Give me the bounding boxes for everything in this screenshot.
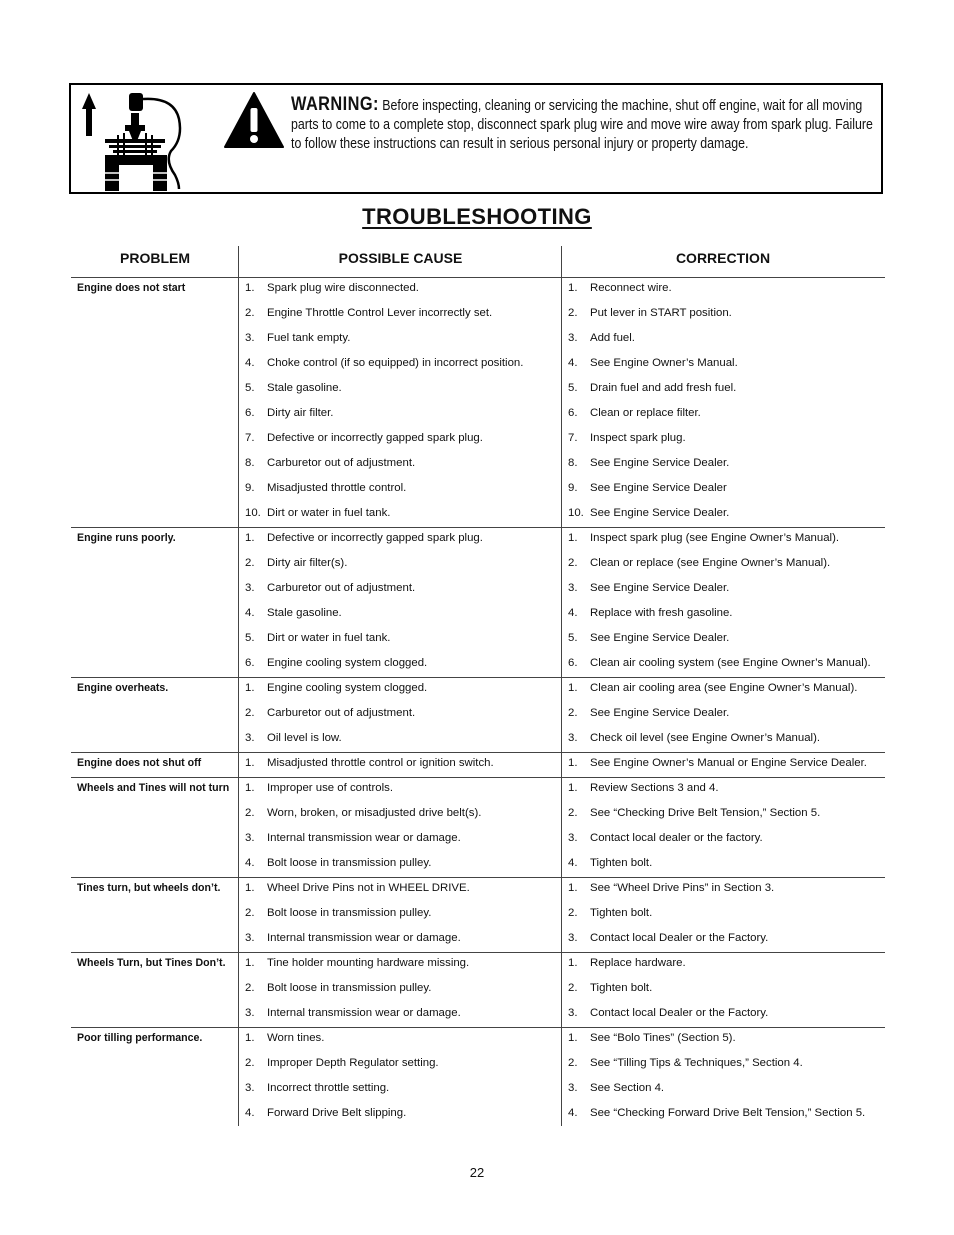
cause-text: Spark plug wire disconnected. (267, 282, 419, 294)
spark-plug-wire-icon (79, 89, 189, 191)
cause-number: 1. (245, 1032, 255, 1044)
correction-text: See Section 4. (590, 1082, 665, 1094)
cause-text: Bolt loose in transmission pulley. (267, 907, 432, 919)
cause-number: 3. (245, 732, 255, 744)
correction-text: See “Bolo Tines” (Section 5). (590, 1032, 736, 1044)
correction-text: Clean air cooling area (see Engine Owner’s Manual). (590, 682, 858, 694)
warning-triangle-icon (223, 91, 285, 149)
correction-number: 1. (568, 532, 578, 544)
problem-label: Poor tilling performance. (77, 1032, 203, 1044)
header-problem: PROBLEM (120, 250, 190, 266)
cause-text: Bolt loose in transmission pulley. (267, 857, 432, 869)
cause-text: Dirty air filter(s). (267, 557, 348, 569)
cause-text: Internal transmission wear or damage. (267, 1007, 461, 1019)
correction-number: 2. (568, 807, 578, 819)
cause-number: 4. (245, 1107, 255, 1119)
cause-number: 5. (245, 632, 255, 644)
cause-text: Worn tines. (267, 1032, 325, 1044)
correction-text: Tighten bolt. (590, 907, 653, 919)
correction-text: See Engine Service Dealer. (590, 457, 730, 469)
correction-number: 5. (568, 382, 578, 394)
header-correction: CORRECTION (675, 250, 771, 266)
cause-text: Oil level is low. (267, 732, 342, 744)
correction-text: Reconnect wire. (590, 282, 672, 294)
correction-number: 1. (568, 282, 578, 294)
cause-text: Carburetor out of adjustment. (267, 707, 416, 719)
cause-text: Carburetor out of adjustment. (267, 457, 416, 469)
correction-number: 4. (568, 357, 578, 369)
cause-number: 4. (245, 857, 255, 869)
cause-text: Tine holder mounting hardware missing. (267, 957, 470, 969)
correction-text: Add fuel. (590, 332, 635, 344)
correction-number: 10. (568, 507, 584, 519)
correction-text: Put lever in START position. (590, 307, 732, 319)
cause-number: 1. (245, 532, 255, 544)
correction-number: 1. (568, 757, 578, 769)
warning-message: Before inspecting, cleaning or servicing the machine, shut off engine, wait for all moving parts to come to a complete stop, disconnect spark plug wire and move wire away from spark plug. Failure to follow these instructions can result in serious personal injury or property damage. (291, 98, 873, 153)
correction-number: 2. (568, 707, 578, 719)
cause-number: 1. (245, 957, 255, 969)
correction-number: 1. (568, 957, 578, 969)
warning-text-block (291, 95, 879, 155)
cause-text: Stale gasoline. (267, 607, 342, 619)
cause-text: Carburetor out of adjustment. (267, 582, 416, 594)
correction-text: Clean or replace filter. (590, 407, 701, 419)
cause-number: 2. (245, 1057, 255, 1069)
correction-number: 8. (568, 457, 578, 469)
correction-number: 4. (568, 1107, 578, 1119)
cause-number: 3. (245, 832, 255, 844)
problem-label: Wheels Turn, but Tines Don’t. (77, 957, 226, 969)
group-separator (71, 777, 885, 778)
group-separator (71, 677, 885, 678)
cause-number: 1. (245, 682, 255, 694)
correction-text: Contact local Dealer or the Factory. (590, 932, 769, 944)
correction-number: 4. (568, 857, 578, 869)
correction-number: 3. (568, 582, 578, 594)
page-number: 22 (469, 1165, 485, 1180)
cause-number: 6. (245, 657, 255, 669)
problem-label: Engine does not start (77, 282, 186, 294)
correction-number: 1. (568, 882, 578, 894)
cause-text: Engine cooling system clogged. (267, 657, 428, 669)
correction-number: 3. (568, 1007, 578, 1019)
cause-number: 1. (245, 782, 255, 794)
correction-number: 2. (568, 982, 578, 994)
group-separator (71, 1027, 885, 1028)
correction-number: 2. (568, 557, 578, 569)
cause-number: 3. (245, 1082, 255, 1094)
problem-label: Engine overheats. (77, 682, 169, 694)
cause-text: Wheel Drive Pins not in WHEEL DRIVE. (267, 882, 470, 894)
correction-text: Contact local Dealer or the Factory. (590, 1007, 769, 1019)
correction-number: 3. (568, 1082, 578, 1094)
correction-number: 5. (568, 632, 578, 644)
cause-text: Incorrect throttle setting. (267, 1082, 390, 1094)
cause-number: 9. (245, 482, 255, 494)
cause-number: 2. (245, 557, 255, 569)
correction-text: Replace with fresh gasoline. (590, 607, 733, 619)
correction-text: See “Checking Drive Belt Tension,” Section 5. (590, 807, 821, 819)
correction-text: Clean air cooling system (see Engine Owner’s Manual). (590, 657, 871, 669)
cause-number: 5. (245, 382, 255, 394)
cause-text: Fuel tank empty. (267, 332, 351, 344)
correction-number: 3. (568, 932, 578, 944)
correction-text: See Engine Service Dealer. (590, 707, 730, 719)
correction-text: Replace hardware. (590, 957, 686, 969)
correction-number: 7. (568, 432, 578, 444)
group-separator (71, 277, 885, 278)
group-separator (71, 752, 885, 753)
correction-number: 1. (568, 782, 578, 794)
cause-number: 2. (245, 982, 255, 994)
cause-number: 2. (245, 907, 255, 919)
cause-text: Worn, broken, or misadjusted drive belt(s). (267, 807, 482, 819)
group-separator (71, 877, 885, 878)
correction-text: See Engine Owner’s Manual. (590, 357, 738, 369)
cause-number: 3. (245, 932, 255, 944)
correction-number: 3. (568, 832, 578, 844)
correction-text: See “Checking Forward Drive Belt Tension,” Section 5. (590, 1107, 866, 1119)
correction-text: See Engine Service Dealer. (590, 507, 730, 519)
cause-number: 3. (245, 1007, 255, 1019)
cause-text: Improper use of controls. (267, 782, 393, 794)
header-possible-cause: POSSIBLE CAUSE (338, 250, 463, 266)
problem-label: Engine runs poorly. (77, 532, 176, 544)
correction-text: Inspect spark plug. (590, 432, 686, 444)
cause-text: Forward Drive Belt slipping. (267, 1107, 407, 1119)
problem-label: Tines turn, but wheels don’t. (77, 882, 221, 894)
correction-text: See Engine Owner’s Manual or Engine Service Dealer. (590, 757, 867, 769)
cause-text: Improper Depth Regulator setting. (267, 1057, 439, 1069)
correction-number: 1. (568, 682, 578, 694)
correction-text: See Engine Service Dealer. (590, 632, 730, 644)
cause-text: Stale gasoline. (267, 382, 342, 394)
cause-number: 8. (245, 457, 255, 469)
column-divider-2 (561, 246, 562, 1126)
cause-text: Choke control (if so equipped) in incorrect position. (267, 357, 524, 369)
correction-text: Drain fuel and add fresh fuel. (590, 382, 737, 394)
group-separator (71, 527, 885, 528)
correction-number: 3. (568, 732, 578, 744)
cause-text: Internal transmission wear or damage. (267, 932, 461, 944)
cause-text: Dirt or water in fuel tank. (267, 632, 391, 644)
problem-label: Engine does not shut off (77, 757, 202, 769)
cause-number: 3. (245, 582, 255, 594)
correction-text: Review Sections 3 and 4. (590, 782, 719, 794)
group-separator (71, 952, 885, 953)
cause-number: 1. (245, 282, 255, 294)
cause-number: 1. (245, 757, 255, 769)
cause-number: 1. (245, 882, 255, 894)
correction-text: See Engine Service Dealer (590, 482, 727, 494)
cause-number: 2. (245, 807, 255, 819)
cause-text: Dirt or water in fuel tank. (267, 507, 391, 519)
cause-number: 2. (245, 707, 255, 719)
page-title: TROUBLESHOOTING (362, 204, 592, 229)
correction-number: 6. (568, 657, 578, 669)
correction-number: 9. (568, 482, 578, 494)
correction-text: Contact local dealer or the factory. (590, 832, 763, 844)
cause-text: Defective or incorrectly gapped spark plug. (267, 432, 483, 444)
cause-text: Dirty air filter. (267, 407, 334, 419)
cause-number: 3. (245, 332, 255, 344)
cause-number: 4. (245, 357, 255, 369)
cause-text: Misadjusted throttle control. (267, 482, 407, 494)
correction-number: 6. (568, 407, 578, 419)
correction-number: 1. (568, 1032, 578, 1044)
column-divider-1 (238, 246, 239, 1126)
correction-number: 4. (568, 607, 578, 619)
correction-number: 2. (568, 907, 578, 919)
correction-number: 2. (568, 307, 578, 319)
cause-number: 2. (245, 307, 255, 319)
cause-text: Bolt loose in transmission pulley. (267, 982, 432, 994)
correction-number: 2. (568, 1057, 578, 1069)
correction-number: 3. (568, 332, 578, 344)
cause-number: 7. (245, 432, 255, 444)
problem-label: Wheels and Tines will not turn (77, 782, 230, 794)
cause-text: Misadjusted throttle control or ignition switch. (267, 757, 494, 769)
cause-text: Engine Throttle Control Lever incorrectly set. (267, 307, 493, 319)
correction-text: Inspect spark plug (see Engine Owner’s Manual). (590, 532, 840, 544)
cause-text: Internal transmission wear or damage. (267, 832, 461, 844)
warning-box (69, 83, 883, 194)
cause-number: 4. (245, 607, 255, 619)
cause-number: 6. (245, 407, 255, 419)
cause-number: 10. (245, 507, 261, 519)
correction-text: Tighten bolt. (590, 857, 653, 869)
correction-text: Tighten bolt. (590, 982, 653, 994)
correction-text: Clean or replace (see Engine Owner’s Manual). (590, 557, 831, 569)
correction-text: See Engine Service Dealer. (590, 582, 730, 594)
correction-text: Check oil level (see Engine Owner’s Manual). (590, 732, 821, 744)
correction-text: See “Tilling Tips & Techniques,” Section 4. (590, 1057, 803, 1069)
cause-text: Defective or incorrectly gapped spark plug. (267, 532, 483, 544)
cause-text: Engine cooling system clogged. (267, 682, 428, 694)
correction-text: See “Wheel Drive Pins” in Section 3. (590, 882, 775, 894)
warning-label: WARNING: (291, 94, 379, 115)
